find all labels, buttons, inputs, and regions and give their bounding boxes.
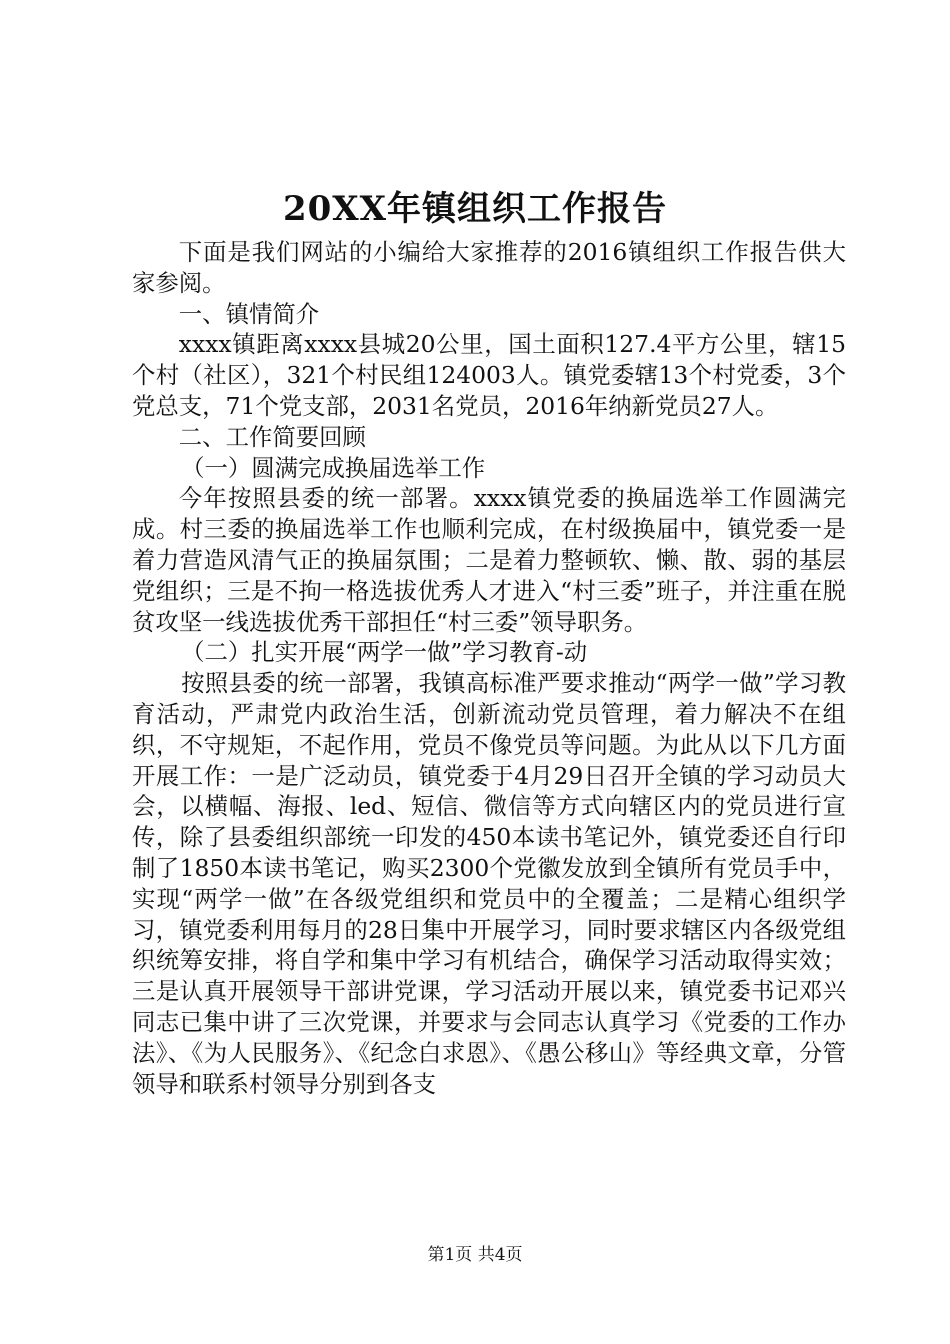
- intro-paragraph: 下面是我们网站的小编给大家推荐的2016镇组织工作报告供大家参阅。: [132, 238, 846, 297]
- section-heading-review: 二、工作简要回顾: [178, 422, 366, 451]
- document-body: [132, 237, 846, 1099]
- page-footer: 第1页 共4页: [427, 1245, 523, 1265]
- election-paragraph: 今年按照县委的统一部署。xxxx镇党委的换届选举工作圆满完成。村三委的换届选举工作也顺利完成，在村级换届中，镇党委一是着力营造风清气正的换届氛围；二是着力整顿软、懒、散、弱的基层党组织；三是不拘一格选拔优秀人才进入“村三委”班子，并注重在脱贫攻坚一线选拔优秀干部担任“村三委”领导职务。: [132, 484, 846, 636]
- section-heading-overview: 一、镇情简介: [178, 299, 320, 328]
- subsection-heading-study: （二）扎实开展“两学一做”学习教育-动: [181, 638, 588, 667]
- study-paragraph: 按照县委的统一部署，我镇高标准严要求推动“两学一做”学习教育活动，严肃党内政治生活，创新流动党员管理，着力解决不在组织，不守规矩，不起作用，党员不像党员等问题。为此从以下几方面开展工作：一是广泛动员，镇党委于4月29日召开全镇的学习动员大会，以横幅、海报、led、短信、微信等方式向辖区内的党员进行宣传，除了县委组织部统一印发的450本读书笔记外，镇党委还自行印制了1850本读书笔记，购买2300个党徽发放到全镇所有党员手中，实现“两学一做”在各级党组织和党员中的全覆盖；二是精心组织学习，镇党委利用每月的28日集中开展学习，同时要求辖区内各级党组织统筹安排，将自学和集中学习有机结合，确保学习活动取得实效；三是认真开展领导干部讲党课，学习活动开展以来，镇党委书记邓兴同志已集中讲了三次党课，并要求与会同志认真学习《党委的工作办法》、《为人民服务》、《纪念白求恩》、《愚公移山》等经典文章，分管领导和联系村领导分别到各支: [132, 669, 846, 1098]
- overview-paragraph: xxxx镇距离xxxx县城20公里，国土面积127.4平方公里，辖15个村（社区），321个村民组124003人。镇党委辖13个村党委，3个党总支，71个党支部，2031名党员，2016年纳新党员27人。: [132, 330, 846, 420]
- document-title: 20XX年镇组织工作报告: [282, 189, 668, 229]
- subsection-heading-election: （一）圆满完成换届选举工作: [181, 453, 486, 482]
